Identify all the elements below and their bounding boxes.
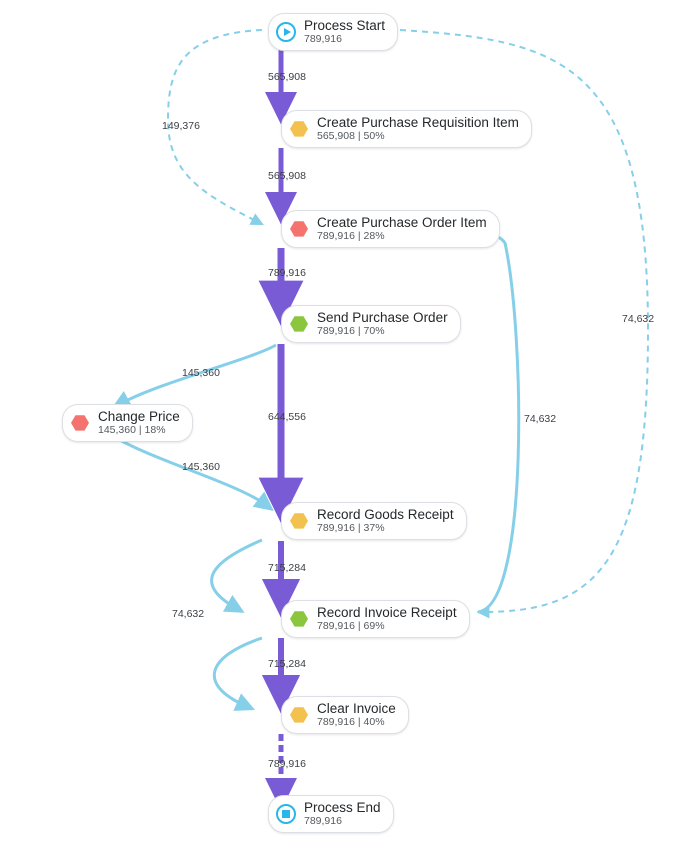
edge-label-cpri-cpoi: 565,908: [268, 170, 306, 182]
hexagon-icon: [69, 411, 91, 435]
stop-circle-icon: [275, 802, 297, 826]
edge-label-change-price-rgr: 145,360: [182, 461, 220, 473]
edge-label-rir-ci: 715,284: [268, 658, 306, 670]
edge-label-rgr-rir: 715,284: [268, 562, 306, 574]
edge-label-spo-rgr: 644,556: [268, 411, 306, 423]
node-stats: 789,916: [304, 815, 342, 828]
edge-rgr-to-rir-secondary: [212, 540, 262, 608]
node-change-price[interactable]: [62, 404, 193, 442]
node-process-start[interactable]: [268, 13, 398, 51]
node-title: Clear Invoice: [317, 701, 396, 716]
node-title: Create Purchase Order Item: [317, 215, 487, 230]
node-stats: 789,916: [304, 33, 342, 46]
node-title: Change Price: [98, 409, 180, 424]
edge-label-start-rir: 74,632: [622, 313, 655, 325]
edge-label-cpoi-spo: 789,916: [268, 267, 306, 279]
node-process-end[interactable]: [268, 795, 394, 833]
node-title: Record Invoice Receipt: [317, 605, 457, 620]
hexagon-icon: [288, 509, 310, 533]
node-record-goods-receipt[interactable]: [281, 502, 467, 540]
node-stats: 145,360 | 18%: [98, 424, 166, 437]
play-circle-icon: [275, 20, 297, 44]
node-stats: 565,908 | 50%: [317, 130, 385, 143]
edge-label-spo-change-price: 145,360: [182, 367, 220, 379]
node-title: Process Start: [304, 18, 386, 33]
node-title: Send Purchase Order: [317, 310, 448, 325]
edge-label-start-cpri: 565,908: [268, 71, 306, 83]
edge-label-rgr-rir-secondary: 74,632: [172, 608, 205, 620]
hexagon-icon: [288, 117, 310, 141]
hexagon-icon: [288, 607, 310, 631]
edge-label-ci-end: 789,916: [268, 758, 306, 770]
node-title: Process End: [304, 800, 381, 815]
node-stats: 789,916 | 40%: [317, 716, 385, 729]
node-title: Create Purchase Requisition Item: [317, 115, 519, 130]
node-stats: 789,916 | 69%: [317, 620, 385, 633]
node-record-invoice-receipt[interactable]: [281, 600, 470, 638]
node-stats: 789,916 | 70%: [317, 325, 385, 338]
node-stats: 789,916 | 28%: [317, 230, 385, 243]
node-clear-invoice[interactable]: [281, 696, 409, 734]
edge-label-rir-cpoi: 74,632: [524, 413, 557, 425]
node-send-purchase-order[interactable]: [281, 305, 461, 343]
edge-label-start-cpoi: 149,376: [162, 120, 200, 132]
node-title: Record Goods Receipt: [317, 507, 454, 522]
hexagon-icon: [288, 217, 310, 241]
node-stats: 789,916 | 37%: [317, 522, 385, 535]
hexagon-icon: [288, 703, 310, 727]
edge-rir-to-ci-secondary: [214, 638, 262, 706]
node-create-purchase-requisition-item[interactable]: [281, 110, 532, 148]
hexagon-icon: [288, 312, 310, 336]
node-create-purchase-order-item[interactable]: [281, 210, 500, 248]
edge-rir-to-cpoi: [455, 228, 519, 612]
